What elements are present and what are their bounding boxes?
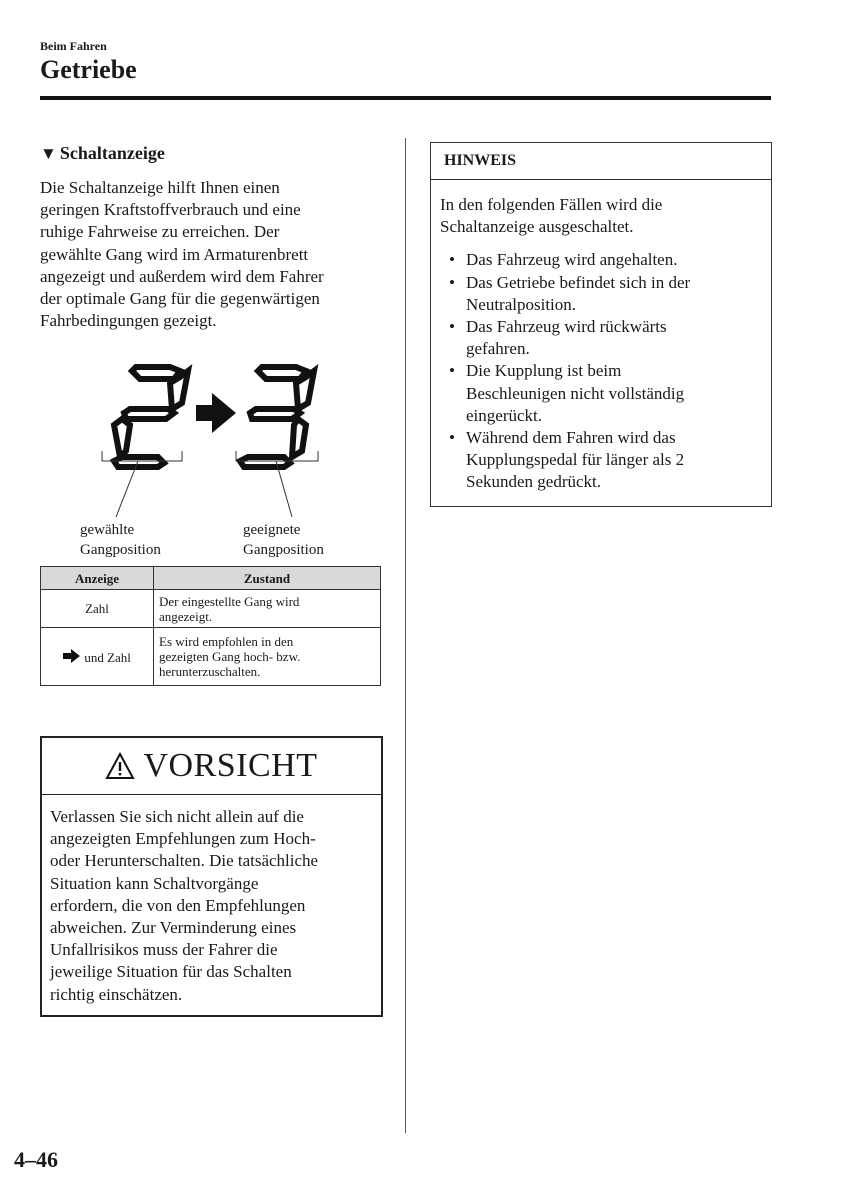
gear-digit-current bbox=[114, 367, 188, 467]
page-title: Getriebe bbox=[40, 55, 137, 84]
caution-line: angezeigten Empfehlungen zum Hoch- bbox=[50, 829, 316, 849]
bullet-icon: • bbox=[449, 317, 455, 337]
list-item-line: Während dem Fahren wird das bbox=[466, 428, 676, 448]
bullet-icon: • bbox=[449, 250, 455, 270]
caution-box bbox=[40, 736, 383, 1017]
intro-line: der optimale Gang für die gegenwärtigen bbox=[40, 289, 320, 309]
list-item-line: Sekunden gedrückt. bbox=[466, 472, 602, 492]
label-selected-gear bbox=[80, 520, 161, 560]
bullet-icon: • bbox=[449, 272, 455, 292]
section-label: Beim Fahren bbox=[40, 39, 107, 53]
label-suitable-line2: Gangposition bbox=[243, 542, 324, 558]
cell-line: Es wird empfohlen in den bbox=[159, 634, 294, 649]
page-number: 4–46 bbox=[14, 1147, 58, 1172]
table-row bbox=[41, 628, 381, 686]
caution-line: Unfallrisikos muss der Fahrer die bbox=[50, 940, 278, 960]
intro-line: angezeigt und außerdem wird dem Fahrer bbox=[40, 266, 324, 286]
triangle-down-icon: ▼ bbox=[40, 143, 57, 163]
note-list bbox=[440, 249, 762, 493]
section-heading-text: Schaltanzeige bbox=[59, 143, 165, 163]
section-heading bbox=[40, 143, 165, 164]
intro-line: gewählte Gang wird im Armaturenbrett bbox=[40, 244, 309, 264]
table-cell-display: Zahl bbox=[41, 590, 154, 628]
caution-line: abweichen. Zur Verminderung eines bbox=[50, 918, 297, 938]
list-item-line: Das Fahrzeug wird angehalten. bbox=[466, 250, 678, 270]
list-item-line: Das Getriebe befindet sich in der bbox=[466, 272, 691, 292]
label-selected-line2: Gangposition bbox=[80, 542, 161, 558]
table-header-row bbox=[41, 567, 381, 590]
list-item bbox=[440, 427, 762, 494]
intro-line: Fahrbedingungen gezeigt. bbox=[40, 311, 217, 331]
list-item bbox=[440, 316, 762, 360]
caution-title: VORSICHT bbox=[143, 747, 318, 784]
table-header-state: Zustand bbox=[154, 567, 381, 590]
caution-line: erfordern, die von den Empfehlungen bbox=[50, 895, 306, 915]
table-row bbox=[41, 590, 381, 628]
list-item bbox=[440, 249, 762, 271]
caution-body bbox=[42, 795, 381, 1006]
column-divider bbox=[405, 138, 406, 1133]
list-item bbox=[440, 360, 762, 427]
intro-line: geringen Kraftstoffverbrauch und eine bbox=[40, 200, 301, 220]
bullet-icon: • bbox=[449, 361, 455, 381]
list-item-line: Beschleunigen nicht vollständig bbox=[466, 383, 685, 403]
list-item-line: eingerückt. bbox=[466, 405, 542, 425]
gear-digit-suggested bbox=[240, 367, 314, 467]
cell-line: Der eingestellte Gang wird bbox=[159, 593, 300, 609]
list-item-line: Neutralposition. bbox=[466, 294, 577, 314]
shift-indicator-figure bbox=[40, 355, 385, 570]
list-item-line: gefahren. bbox=[466, 339, 530, 359]
caution-line: jeweilige Situation für das Schalten bbox=[50, 962, 292, 982]
intro-paragraph bbox=[40, 177, 380, 332]
caution-line: Situation kann Schaltvorgänge bbox=[50, 873, 259, 893]
warning-triangle-icon bbox=[105, 752, 135, 780]
list-item bbox=[440, 272, 762, 316]
label-selected-line1: gewählte bbox=[80, 522, 135, 538]
header-rule bbox=[40, 96, 771, 100]
intro-line: Die Schaltanzeige hilft Ihnen einen bbox=[40, 178, 280, 197]
note-body bbox=[431, 180, 771, 494]
list-item-line: Die Kupplung ist beim bbox=[466, 361, 622, 381]
table-cell-state bbox=[154, 628, 381, 686]
bullet-icon: • bbox=[449, 428, 455, 448]
list-item-line: Das Fahrzeug wird rückwärts bbox=[466, 317, 667, 337]
arrow-icon bbox=[63, 649, 81, 663]
cell-line: gezeigten Gang hoch- bzw. bbox=[159, 649, 301, 664]
cell-line: herunterzuschalten. bbox=[159, 664, 261, 679]
upshift-arrow-icon bbox=[196, 393, 236, 433]
table-cell-display bbox=[41, 628, 154, 686]
list-item-line: Kupplungspedal für länger als 2 bbox=[466, 450, 685, 470]
note-box bbox=[430, 142, 772, 507]
table-cell-display-text: und Zahl bbox=[84, 649, 131, 665]
caution-line: Verlassen Sie sich nicht allein auf die bbox=[50, 807, 304, 826]
note-intro-line: In den folgenden Fällen wird die bbox=[440, 195, 663, 214]
note-intro-line: Schaltanzeige ausgeschaltet. bbox=[440, 217, 634, 237]
label-suitable-gear bbox=[243, 520, 324, 560]
cell-line: angezeigt. bbox=[159, 608, 213, 624]
intro-line: ruhige Fahrweise zu erreichen. Der bbox=[40, 222, 280, 242]
caution-line: richtig einschätzen. bbox=[50, 984, 183, 1004]
indicator-state-table bbox=[40, 566, 381, 686]
caution-line: oder Herunterschalten. Die tatsächliche bbox=[50, 851, 319, 871]
table-header-display: Anzeige bbox=[41, 567, 154, 590]
label-suitable-line1: geeignete bbox=[243, 522, 301, 538]
shift-display-graphic bbox=[40, 355, 385, 525]
table-cell-state bbox=[154, 590, 381, 628]
caution-header bbox=[42, 738, 381, 795]
note-title: HINWEIS bbox=[431, 143, 771, 180]
